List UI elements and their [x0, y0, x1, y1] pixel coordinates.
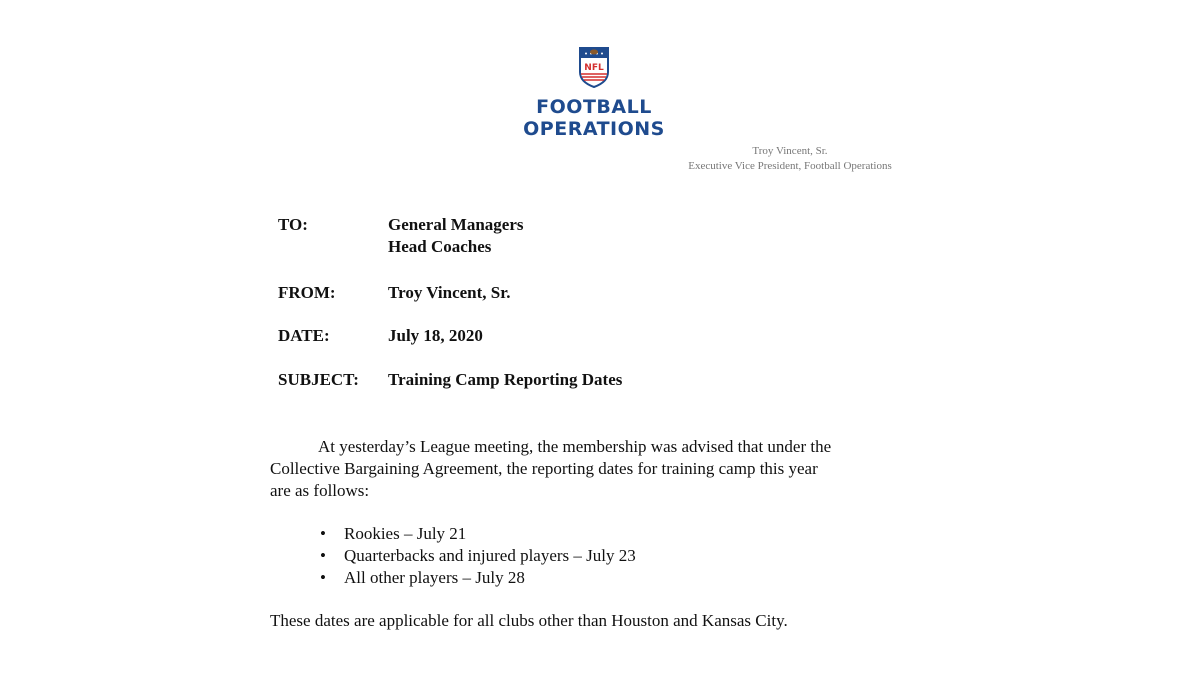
from-value: Troy Vincent, Sr.	[388, 283, 511, 302]
logo-text: NFL	[584, 63, 604, 73]
to-line-1: General Managers	[388, 215, 524, 234]
date-label: DATE:	[278, 326, 330, 345]
nfl-shield-logo-icon	[577, 44, 611, 88]
body-paragraph-1	[270, 436, 910, 502]
brand-line-1: FOOTBALL	[536, 96, 652, 118]
list-item	[320, 567, 636, 589]
brand-line-2: OPERATIONS	[523, 118, 665, 140]
sender-name: Troy Vincent, Sr.	[752, 145, 828, 157]
from-label: FROM:	[278, 283, 336, 302]
list-item-text: Rookies – July 21	[344, 524, 467, 543]
paragraph-1-line-1: At yesterday’s League meeting, the membership was advised that under the	[318, 437, 832, 456]
brand-wordmark	[504, 96, 684, 140]
date-value: July 18, 2020	[388, 326, 483, 345]
sender-block	[640, 144, 940, 174]
paragraph-1-line-3: are as follows:	[270, 481, 370, 500]
list-item	[320, 545, 636, 567]
list-item-text: All other players – July 28	[344, 568, 525, 587]
paragraph-1-line-2: Collective Bargaining Agreement, the reporting dates for training camp this year	[270, 459, 818, 478]
to-label: TO:	[278, 215, 308, 234]
sender-title: Executive Vice President, Football Operations	[688, 160, 892, 172]
bullet-icon: •	[320, 568, 326, 587]
body-paragraph-2: These dates are applicable for all clubs other than Houston and Kansas City.	[270, 611, 788, 630]
bullet-icon: •	[320, 524, 326, 543]
bullet-icon: •	[320, 546, 326, 565]
to-line-2: Head Coaches	[388, 237, 492, 256]
reporting-dates-list	[320, 523, 636, 589]
list-item-text: Quarterbacks and injured players – July 23	[344, 546, 636, 565]
list-item	[320, 523, 636, 545]
subject-value: Training Camp Reporting Dates	[388, 370, 623, 389]
to-value	[388, 214, 524, 258]
subject-label: SUBJECT:	[278, 370, 359, 389]
